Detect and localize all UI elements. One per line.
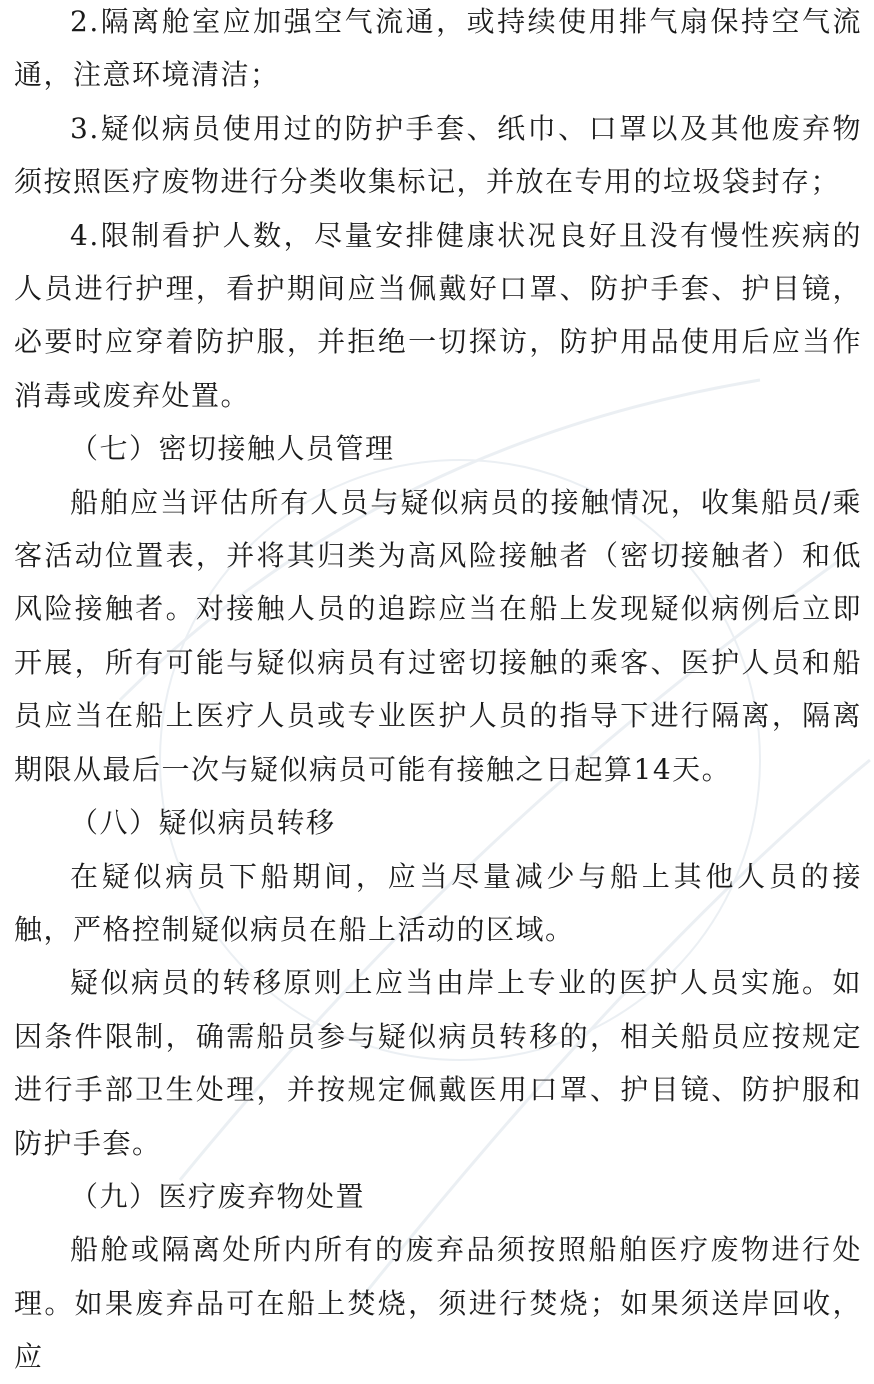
paragraph-item-3: 3.疑似病员使用过的防护手套、纸巾、口罩以及其他废弃物须按照医疗废物进行分类收集标记，并放在专用的垃圾袋封存； (14, 111, 862, 199)
paragraph-waste: 船舱或隔离处所内所有的废弃品须按照船舶医疗废物进行处理。如果废弃品可在船上焚烧，须进行焚烧；如果须送岸回收，应 (14, 1233, 862, 1374)
document-body (14, 0, 862, 1384)
paragraph-item-2: 2.隔离舱室应加强空气流通，或持续使用排气扇保持空气流通，注意环境清洁； (14, 5, 862, 92)
section-heading-9: （九）医疗废弃物处置 (70, 1179, 366, 1213)
paragraph-disembark: 在疑似病员下船期间，应当尽量减少与船上其他人员的接触，严格控制疑似病员在船上活动的区域。 (14, 859, 862, 946)
paragraph-item-4: 4.限制看护人数，尽量安排健康状况良好且没有慢性疾病的人员进行护理，看护期间应当佩戴好口罩、防护手套、护目镜，必要时应穿着防护服，并拒绝一切探访，防护用品使用后应当作消毒或废弃处置。 (14, 218, 862, 412)
section-heading-7: （七）密切接触人员管理 (70, 432, 395, 466)
paragraph-close-contacts: 船舶应当评估所有人员与疑似病员的接触情况，收集船员/乘客活动位置表，并将其归类为高风险接触者（密切接触者）和低风险接触者。对接触人员的追踪应当在船上发现疑似病例后立即开展，所有可能与疑似病员有过密切接触的乘客、医护人员和船员应当在船上医疗人员或专业医护人员的指导下进行隔离，隔离期限从最后一次与疑似病员可能有接触之日起算14天。 (14, 485, 862, 786)
paragraph-transfer: 疑似病员的转移原则上应当由岸上专业的医护人员实施。如因条件限制，确需船员参与疑似病员转移的，相关船员应按规定进行手部卫生处理，并按规定佩戴医用口罩、护目镜、防护服和防护手套。 (14, 966, 862, 1160)
section-heading-8: （八）疑似病员转移 (70, 806, 336, 840)
